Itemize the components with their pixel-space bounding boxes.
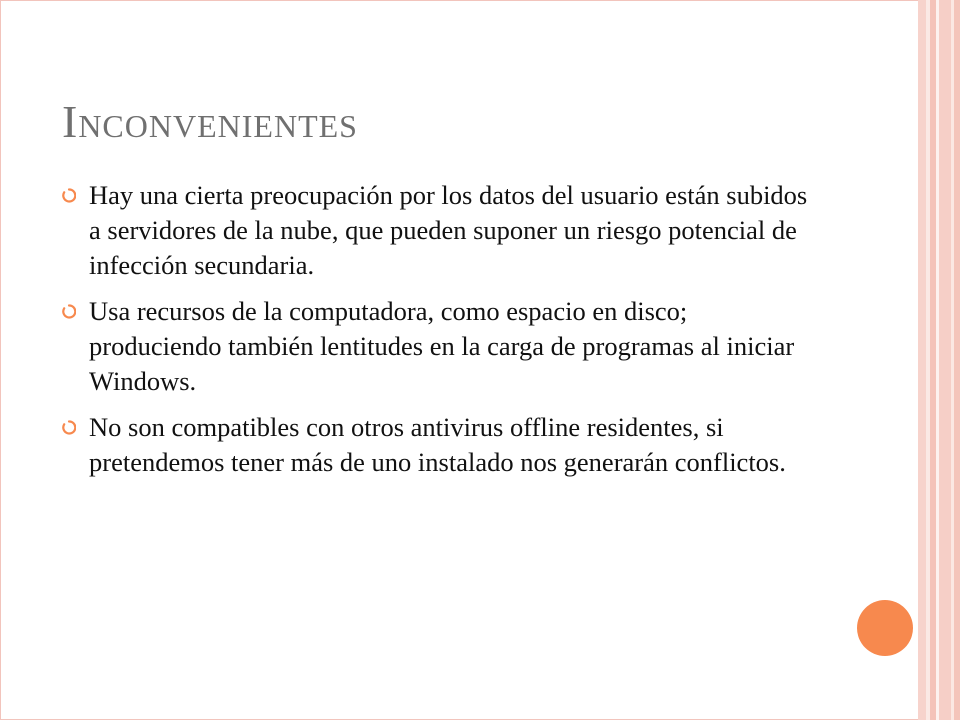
bullet-item bbox=[62, 410, 822, 480]
bullet-item bbox=[62, 294, 822, 399]
decorative-stripe bbox=[939, 0, 951, 720]
bullet-text: Usa recursos de la computadora, como espacio en disco; produciendo también lentitudes en la carga de programas al iniciar Windows. bbox=[89, 296, 795, 396]
open-circle-bullet-icon bbox=[62, 304, 76, 320]
bullet-item bbox=[62, 178, 822, 283]
open-circle-bullet-icon bbox=[62, 188, 76, 204]
decorative-stripe bbox=[954, 0, 960, 720]
bullet-list bbox=[62, 178, 822, 491]
bullet-text: Hay una cierta preocupación por los datos del usuario están subidos a servidores de la nube, que pueden suponer un riesgo potencial de infección secundaria. bbox=[89, 180, 808, 280]
orange-circle-decoration bbox=[857, 600, 913, 656]
open-circle-bullet-icon bbox=[62, 420, 76, 436]
bullet-text: No son compatibles con otros antivirus offline residentes, si pretendemos tener más de uno instalado nos generarán conflictos. bbox=[89, 412, 786, 477]
decorative-stripe bbox=[918, 0, 926, 720]
slide-title: Inconvenientes bbox=[62, 96, 358, 147]
